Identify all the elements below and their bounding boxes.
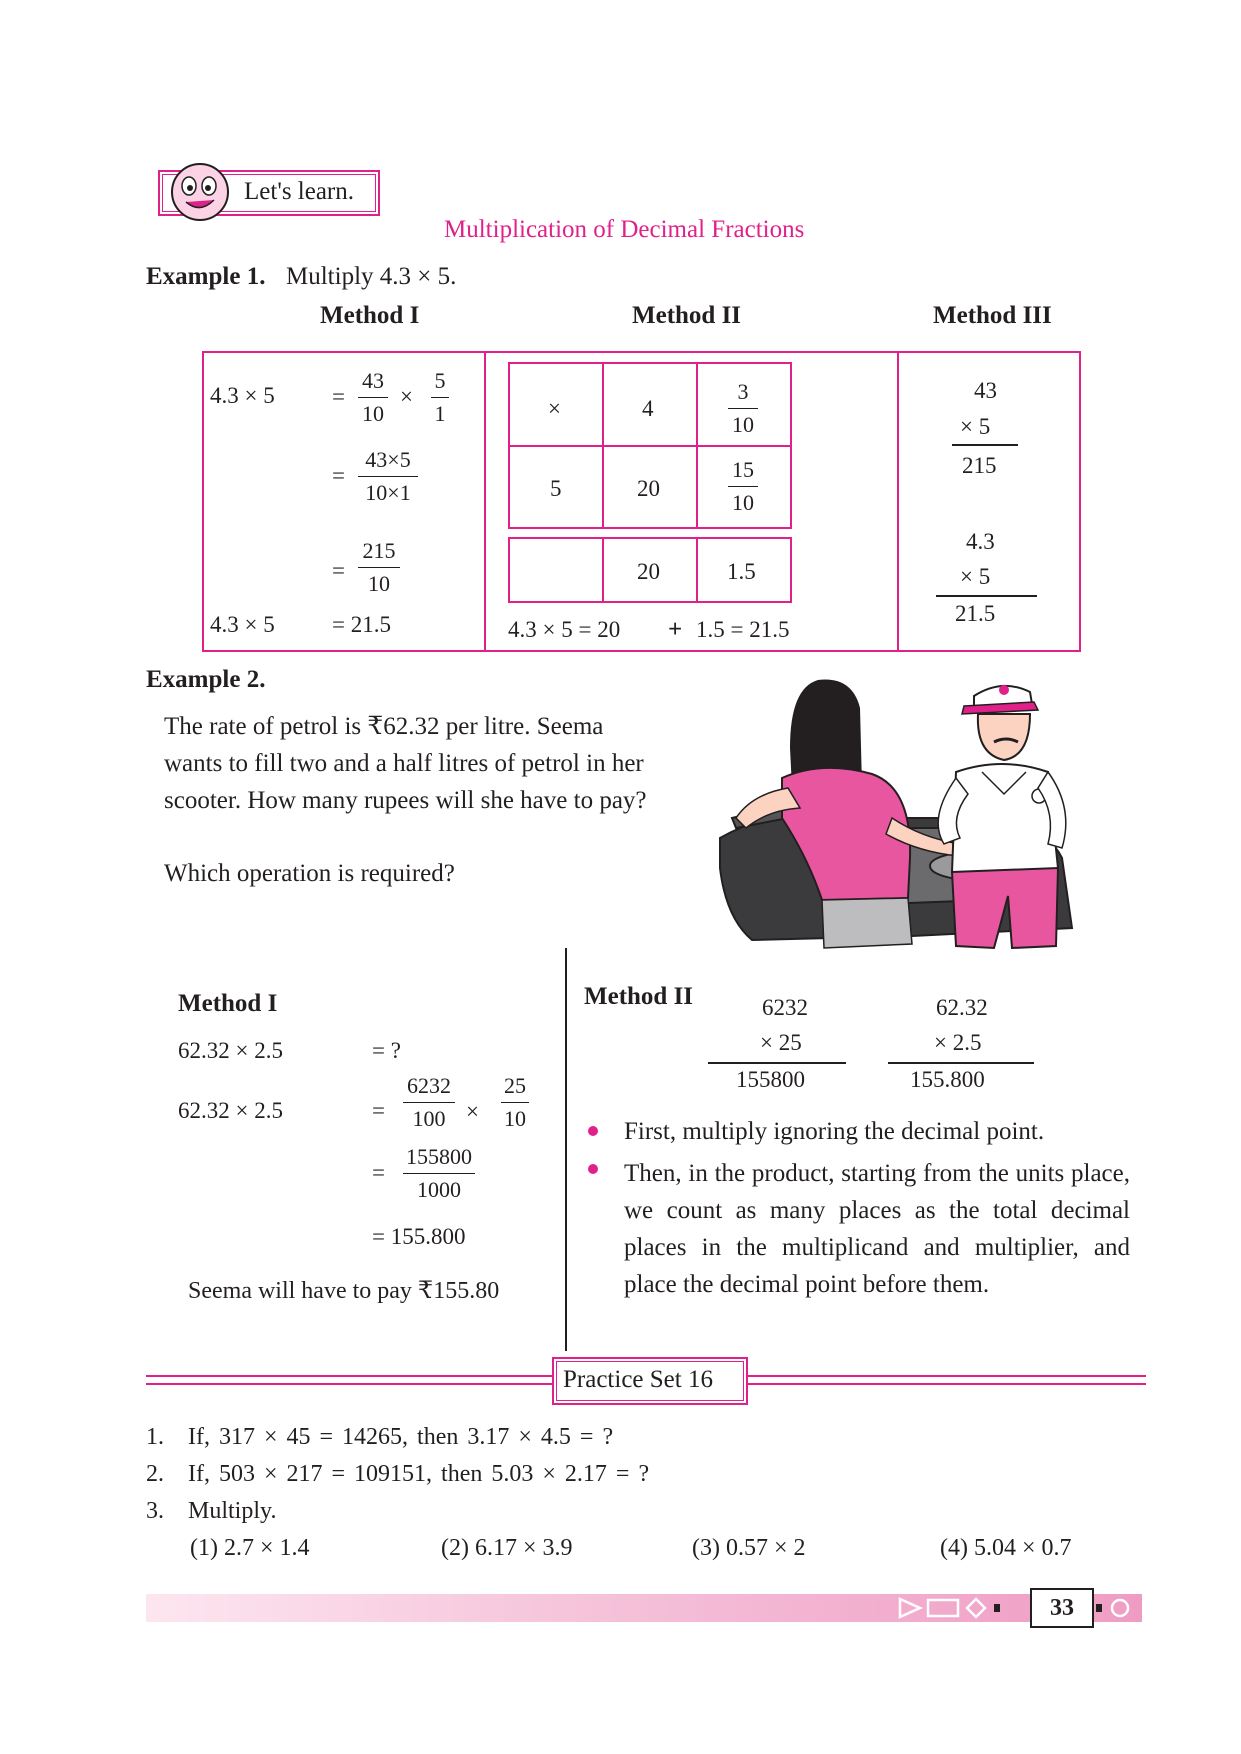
m1-fraction-43-10 <box>358 367 388 428</box>
m1-times: × <box>400 384 413 409</box>
m1-f1-num: 43 <box>362 368 384 393</box>
e2-method2-title: Method II <box>584 983 694 1010</box>
q2-text: If, 503 × 217 = 109151, then 5.03 × 2.17 = ? <box>188 1461 650 1487</box>
q3-item-3: (3) 0.57 × 2 <box>692 1535 806 1561</box>
m1-fraction-5-1 <box>431 367 449 428</box>
q1-number: 1. <box>146 1424 164 1450</box>
e2-m1-fraction-6232-100 <box>403 1072 455 1133</box>
q3-text: Multiply. <box>188 1498 277 1524</box>
m3-a-rule <box>952 444 1018 446</box>
e2-m1-f3-den: 1000 <box>417 1177 461 1202</box>
m3-b-mul: × 5 <box>960 564 991 589</box>
m1-f3-den: 10×1 <box>365 480 411 505</box>
m3-b-top: 4.3 <box>966 529 995 554</box>
e2-m1-f3-num: 155800 <box>406 1144 472 1169</box>
m2-r1c3-den: 10 <box>732 412 754 437</box>
e2-m2-a-mul: × 25 <box>760 1030 802 1055</box>
e2-m2-bullet1: First, multiply ignoring the decimal point. <box>624 1118 1045 1145</box>
q3-item-2: (2) 6.17 × 3.9 <box>441 1535 573 1561</box>
m1-f2-num: 5 <box>434 368 446 393</box>
petrol-pump-illustration <box>712 668 1094 958</box>
m2-grid-hline <box>508 445 792 447</box>
m3-a-mul: × 5 <box>960 414 991 439</box>
m3-b-res: 21.5 <box>955 601 996 626</box>
m2-result-b: 1.5 = 21.5 <box>696 617 790 642</box>
bullet-2 <box>588 1164 598 1174</box>
method3-title: Method III <box>933 302 1052 329</box>
bullet-1 <box>588 1126 598 1136</box>
footer-end-icon <box>1094 1594 1138 1622</box>
m2-r2c1: 5 <box>550 476 562 501</box>
q2-number: 2. <box>146 1461 164 1487</box>
m1-f4-den: 10 <box>368 571 390 596</box>
e2-m1-conclusion: Seema will have to pay ₹155.80 <box>188 1278 500 1304</box>
m2-r1c2: 4 <box>642 396 654 421</box>
m1-final-lhs: 4.3 × 5 <box>210 612 275 637</box>
m1-eq-2: = <box>332 463 345 488</box>
m1-final-rhs: = 21.5 <box>332 612 391 637</box>
e2-m2-b-mul: × 2.5 <box>934 1030 982 1055</box>
e2-m1-f1-den: 100 <box>412 1106 446 1131</box>
page-number: 33 <box>1050 1594 1074 1621</box>
e2-method1-title: Method I <box>178 990 278 1017</box>
m1-f3-num: 43×5 <box>365 447 411 472</box>
m2-r1c1: × <box>548 396 561 421</box>
e2-m1-l1-rhs: = ? <box>372 1038 401 1063</box>
e2-m2-bullet2: Then, in the product, starting from the units place, we count as many places as the total decimal places in the multiplicand and multiplier, and place the decimal point before them. <box>624 1160 1130 1298</box>
e2-m1-fraction-155800-1000 <box>403 1143 475 1204</box>
practice-rule-right-1 <box>748 1375 1146 1377</box>
example2-divider <box>565 948 567 1351</box>
m2-r1c3-fraction <box>728 378 758 439</box>
example1-divider-1 <box>484 351 486 652</box>
e2-m1-f1-num: 6232 <box>407 1073 451 1098</box>
e2-m1-f2-num: 25 <box>504 1073 526 1098</box>
section-title: Multiplication of Decimal Fractions <box>444 216 805 243</box>
e2-m2-b-res: 155.800 <box>910 1067 985 1092</box>
e2-m2-a-top: 6232 <box>762 995 808 1020</box>
m2-r2c3-fraction <box>728 456 758 517</box>
practice-rule-left-2 <box>146 1383 552 1385</box>
m1-eq-3: = <box>332 558 345 583</box>
m2-r2c3-num: 15 <box>732 457 754 482</box>
m3-a-top: 43 <box>974 378 997 403</box>
method1-title: Method I <box>320 302 420 329</box>
smiley-face-icon <box>164 158 236 224</box>
m1-f4-num: 215 <box>362 538 396 563</box>
m2-r1c3-num: 3 <box>737 379 749 404</box>
m2-result-plus: + <box>668 616 683 643</box>
example2-paragraph: The rate of petrol is ₹62.32 per litre. Seema wants to fill two and a half litres of petrol in her scooter. How many rupees will she have to pay? <box>164 713 647 814</box>
m2-sum-c3: 1.5 <box>727 559 756 584</box>
q3-number: 3. <box>146 1498 164 1524</box>
e2-m1-f2-den: 10 <box>504 1106 526 1131</box>
practice-rule-left-1 <box>146 1375 552 1377</box>
method2-title: Method II <box>632 302 742 329</box>
e2-m2-b-top: 62.32 <box>936 995 988 1020</box>
m1-lhs: 4.3 × 5 <box>210 383 275 408</box>
example1-divider-2 <box>897 351 899 652</box>
e2-m2-a-rule <box>708 1062 846 1064</box>
m1-fraction-215-10 <box>358 537 400 598</box>
m2-sum-c2: 20 <box>637 559 660 584</box>
m2-r2c2: 20 <box>637 476 660 501</box>
e2-m1-l1-lhs: 62.32 × 2.5 <box>178 1038 283 1063</box>
example2-question: Which operation is required? <box>164 860 455 887</box>
m3-b-rule <box>936 595 1037 597</box>
m3-a-res: 215 <box>962 453 997 478</box>
m1-eq-1: = <box>332 384 345 409</box>
m1-f2-den: 1 <box>434 401 446 426</box>
e2-m2-b-rule <box>888 1062 1034 1064</box>
lets-learn-label: Let's learn. <box>244 178 355 205</box>
m2-sum-vline-1 <box>602 537 604 603</box>
e2-m1-l2-lhs: 62.32 × 2.5 <box>178 1098 283 1123</box>
m2-result-a: 4.3 × 5 = 20 <box>508 617 621 642</box>
example1-text: Multiply 4.3 × 5. <box>286 263 457 290</box>
practice-rule-right-2 <box>748 1383 1146 1385</box>
q3-item-1: (1) 2.7 × 1.4 <box>190 1535 310 1561</box>
m1-fraction-43x5 <box>358 446 418 507</box>
e2-m1-eq-1: = <box>372 1098 385 1123</box>
m2-sum-vline-2 <box>696 537 698 603</box>
m1-f1-den: 10 <box>362 401 384 426</box>
e2-m1-times: × <box>466 1099 479 1124</box>
q3-item-4: (4) 5.04 × 0.7 <box>940 1535 1072 1561</box>
practice-title: Practice Set 16 <box>563 1366 713 1393</box>
m2-r2c3-den: 10 <box>732 490 754 515</box>
q1-text: If, 317 × 45 = 14265, then 3.17 × 4.5 = ? <box>188 1424 614 1450</box>
footer-shapes-icon <box>896 1594 1026 1622</box>
example1-label: Example 1. <box>146 263 266 290</box>
e2-m1-eq-2: = <box>372 1160 385 1185</box>
page-number-box <box>1030 1588 1094 1628</box>
e2-m2-a-res: 155800 <box>736 1067 805 1092</box>
example2-label: Example 2. <box>146 666 266 693</box>
e2-m1-l4: = 155.800 <box>372 1224 466 1249</box>
e2-m1-fraction-25-10 <box>501 1072 529 1133</box>
